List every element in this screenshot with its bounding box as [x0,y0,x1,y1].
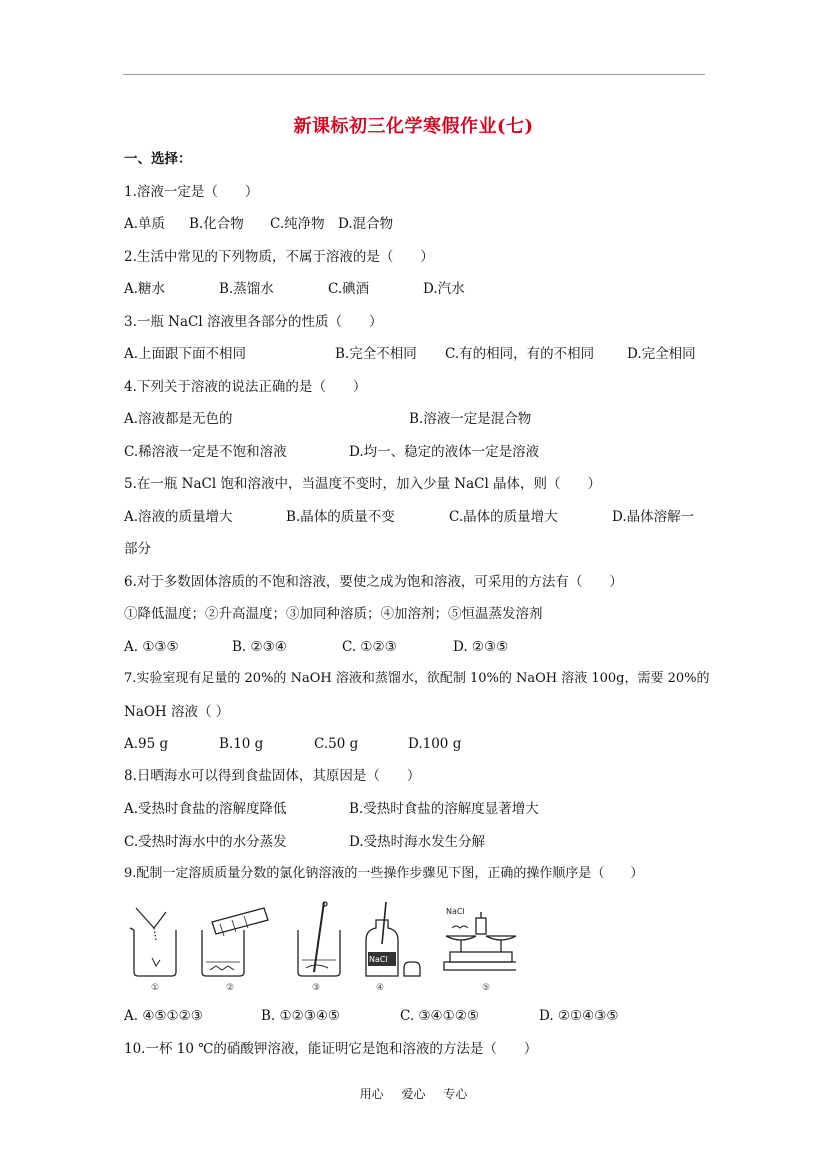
fig-label-2: ② [226,983,235,992]
q2-option-b: B.蒸馏水 [219,281,274,297]
question-6-methods: ①降低温度；②升高温度；③加同种溶质；④加溶剂；⑤恒温蒸发溶剂 [124,606,543,622]
q9-option-a: A. ④⑤①②③ [124,1008,203,1024]
page-footer: 用心 爱心 专心 [359,1087,468,1101]
lab-steps-illustration [126,900,516,992]
question-3-stem: 3.一瓶 NaCl 溶液里各部分的性质（ ） [124,314,383,330]
page-title: 新课标初三化学寒假作业(七) [293,116,534,137]
q3-option-b: B.完全不相同 [335,346,417,362]
q9-option-d: D. ②①④③⑤ [539,1008,619,1024]
q7-option-a: A.95 g [124,736,169,752]
question-10-stem: 10.一杯 10 ℃的硝酸钾溶液，能证明它是饱和溶液的方法是（ ） [124,1041,538,1057]
question-5-stem: 5.在一瓶 NaCl 饱和溶液中，当温度不变时，加入少量 NaCl 晶体，则（ ） [124,476,602,492]
question-9-stem: 9.配制一定溶质质量分数的氯化钠溶液的一些操作步骤见下图，正确的操作顺序是（ ） [124,866,644,881]
q7-option-b: B.10 g [219,736,264,752]
q6-option-c: C. ①②③ [342,639,397,655]
fig-1-beaker [130,908,176,976]
q5-option-c: C.晶体的质量增大 [449,509,558,525]
question-5-option-d-wrap: 部分 [124,541,151,557]
q8-option-b: B.受热时食盐的溶解度显著增大 [349,801,539,817]
header-rule [123,74,705,75]
q5-option-a: A.溶液的质量增大 [124,509,233,525]
q6-option-d: D. ②③⑤ [453,639,509,655]
question-7-stem-wrap: NaOH 溶液（ ） [124,704,230,720]
q8-option-a: A.受热时食盐的溶解度降低 [124,801,287,817]
q7-option-c: C.50 g [314,736,359,752]
fig-4-bottle [366,902,420,976]
section-heading: 一、选择： [124,151,192,167]
q3-option-c: C.有的相同，有的不相同 [445,346,595,362]
q4-option-c: C.稀溶液一定是不饱和溶液 [124,444,287,460]
fig-label-3: ③ [312,983,321,992]
q3-option-a: A.上面跟下面不相同 [124,346,247,362]
fig-5-balance [444,912,516,970]
q5-option-d: D.晶体溶解一 [612,509,695,525]
fig-2-beaker [202,908,268,976]
q1-option-b: B.化合物 [189,216,244,232]
q1-option-d: D.混合物 [338,216,394,232]
q5-option-b: B.晶体的质量不变 [286,509,395,525]
fig-3-beaker [298,902,340,976]
q8-option-d: D.受热时海水发生分解 [349,834,486,850]
q2-option-d: D.汽水 [423,281,465,297]
question-8-stem: 8.日晒海水可以得到食盐固体，其原因是（ ） [124,768,421,784]
fig-label-1: ① [151,983,160,992]
q1-option-a: A.单质 [124,216,166,232]
fig-label-5: ⑤ [482,983,491,992]
q8-option-c: C.受热时海水中的水分蒸发 [124,834,287,850]
q6-option-a: A. ①③⑤ [124,639,179,655]
fig-label-4: ④ [376,983,385,992]
q1-option-c: C.纯净物 [270,216,325,232]
q9-option-b: B. ①②③④⑤ [261,1008,341,1024]
q4-option-a: A.溶液都是无色的 [124,411,233,427]
question-1-stem: 1.溶液一定是（ ） [124,184,259,200]
q2-option-a: A.糖水 [124,281,166,297]
experiment-figure [126,900,516,992]
question-7-stem: 7.实验室现有足量的 20%的 NaOH 溶液和蒸馏水，欲配制 10%的 NaOH 溶液 100g，需要 20%的 [124,671,710,686]
fig-5-scale-label: NaCl [446,907,465,916]
q4-option-b: B.溶液一定是混合物 [409,411,532,427]
q7-option-d: D.100 g [408,736,462,752]
q4-option-d: D.均一、稳定的液体一定是溶液 [349,444,540,460]
question-6-stem: 6.对于多数固体溶质的不饱和溶液，要使之成为饱和溶液，可采用的方法有（ ） [124,574,623,590]
q6-option-b: B. ②③④ [232,639,287,655]
question-2-stem: 2.生活中常见的下列物质，不属于溶液的是（ ） [124,249,434,265]
question-4-stem: 4.下列关于溶液的说法正确的是（ ） [124,379,367,395]
fig-4-bottle-label: NaCl [369,955,388,964]
q9-option-c: C. ③④①②⑤ [400,1008,479,1024]
q3-option-d: D.完全相同 [627,346,696,362]
q2-option-c: C.碘酒 [328,281,370,297]
